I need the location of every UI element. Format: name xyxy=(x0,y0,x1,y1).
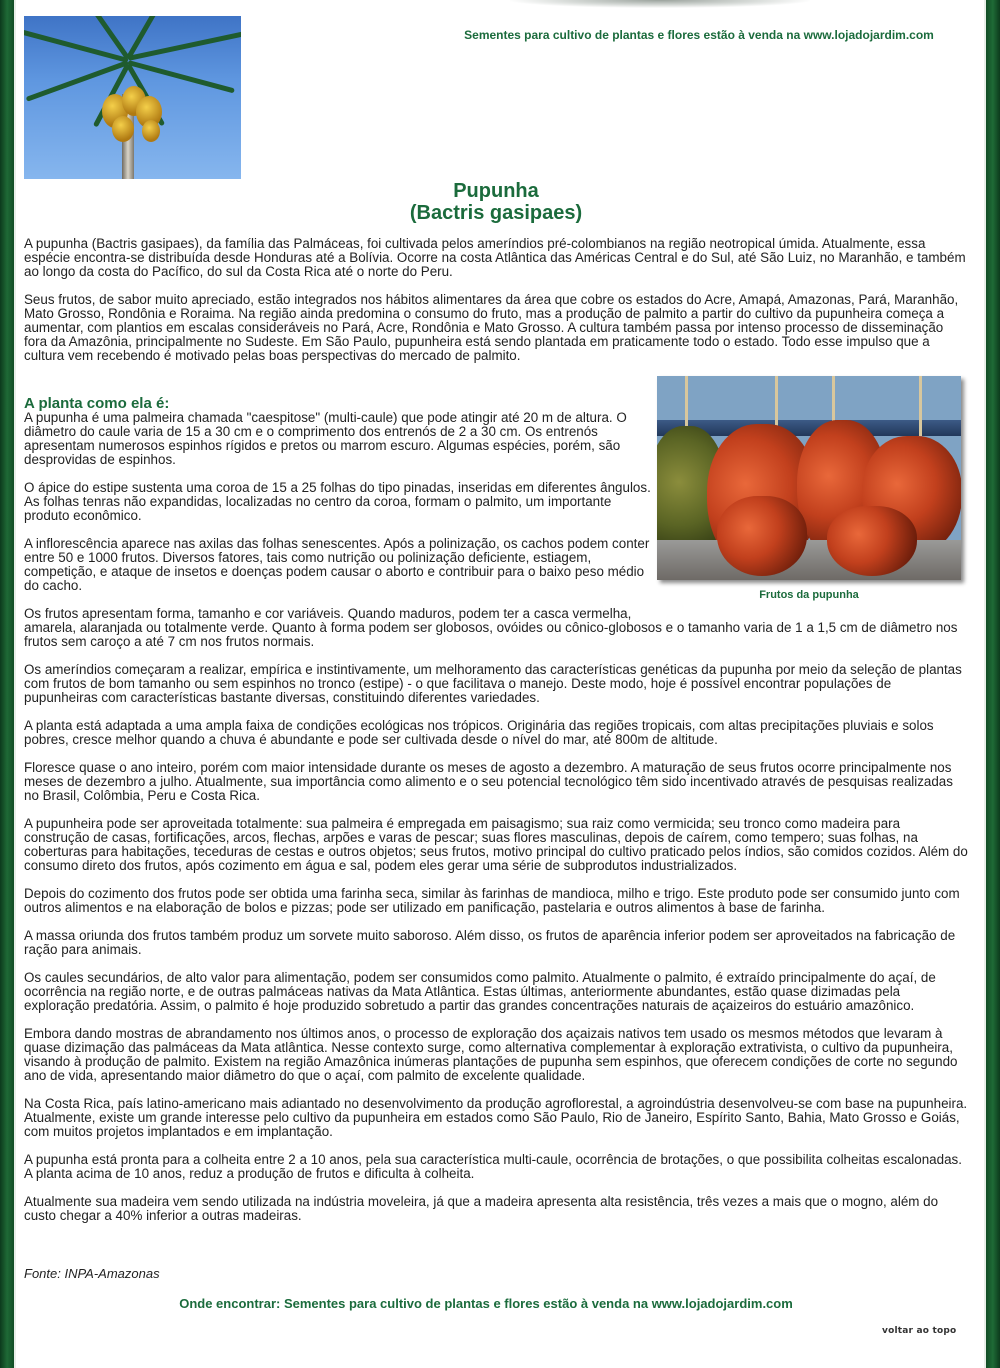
bottom-store-link[interactable]: Onde encontrar: Sementes para cultivo de plantas e flores estão à venda na www.lojadojardim.com xyxy=(179,1296,793,1311)
page-title xyxy=(24,180,968,224)
body-paragraph-6: A massa oriunda dos frutos também produz um sorvete muito saboroso. Além disso, os frutos de aparência inferior podem ser aproveitados na fabricação de ração para animais. xyxy=(24,928,956,957)
body-paragraph-1: Os ameríndios começaram a realizar, empírica e instintivamente, um melhoramento das características genéticas da pupunha por meio da seleção de plantas com frutos de bom tamanho ou sem espinhos no tronco (estipe) - o que facilitava o manejo. Deste modo, hoje é possível encontrar populações de pupunheiras com características bastante diversas, constituindo diferentes variedades. xyxy=(24,662,962,705)
intro-paragraph-1: A pupunha (Bactris gasipaes), da família das Palmáceas, foi cultivada pelos ameríndios pré-colombianos na região neotropical úmida. Atualmente, essa espécie encontra-se distribuída desde Honduras até a Bolívia. Ocorre na costa Atlântica das Américas Central e do Sul, até São Luiz, no Maranhão, e também ao longo da costa do Pacífico, do sul da Costa Rica até o norte do Peru. xyxy=(24,236,966,279)
palm-tree-photo xyxy=(24,16,241,179)
body-paragraph-11: Atualmente sua madeira vem sendo utilizada na indústria moveleira, já que a madeira apresenta alta resistência, três vezes a mais que o mogno, além do custo chegar a 40% inferior a outras madeiras. xyxy=(24,1194,939,1223)
left-border xyxy=(0,0,16,1368)
right-border xyxy=(984,0,1000,1368)
intro-paragraph-2: Seus frutos, de sabor muito apreciado, estão integrados nos hábitos alimentares da área que cobre os estados do Acre, Amapá, Amazonas, Pará, Maranhão, Mato Grosso, Rondônia e Roraima. Na região ainda predomina o consumo do fruto, mas a produção de palmito a partir do cultivo da pupunheira começa a aumentar, com plantios em escalas consideráveis no Pará, Acre, Rondônia e Mato Grosso. A cultura também passa por intenso processo de disseminação fora da Amazônia, principalmente no Sudeste. Em São Paulo, pupunheira está sendo plantada em praticamente todo o estado. Todo esse impulso que a cultura vem recebendo é motivado pelas boas perspectivas do mercado de palmito. xyxy=(24,292,959,363)
top-store-link[interactable]: Sementes para cultivo de plantas e flores estão à venda na www.lojadojardim.com xyxy=(464,28,934,42)
body-paragraph-8: Embora dando mostras de abrandamento nos últimos anos, o processo de exploração dos açaizais nativos tem usado os mesmos métodos que levaram à quase dizimação das palmáceas da Mata atlântica. Nesse contexto surge, como alternativa complementar à exploração extrativista, o cultivo da pupunheira, visando à produção de palmito. Existem na região Amazônica inúmeras plantações de pupunha sem espinhos, que oferecem condições de corte no segundo ano de vida, apresentando maior diâmetro do que o açaí, com palmito de excelente qualidade. xyxy=(24,1026,958,1083)
scientific-name: (Bactris gasipaes) xyxy=(409,202,583,224)
fruits-paragraph-rest: amarela, alaranjada ou totalmente verde. Quanto à forma podem ser globosos, ovóides ou cônico-globosos e o tamanho varia de 1 a 1,5 cm de diâmetro nos frutos sem caroço a até 7 cm nos frutos normais. xyxy=(24,620,958,649)
common-name: Pupunha xyxy=(453,180,539,202)
body-paragraph-5: Depois do cozimento dos frutos pode ser obtida uma farinha seca, similar às farinhas de mandioca, milho e trigo. Este produto pode ser consumido junto com outros alimentos e na elaboração de bolos e pizzas; pode ser utilizado em panificação, pastelaria e outros alimentos à base de farinha. xyxy=(24,886,960,915)
fruits-paragraph-first-line: Os frutos apresentam forma, tamanho e cor variáveis. Quando maduros, podem ter a casca vermelha, xyxy=(24,606,632,621)
body-paragraph-7: Os caules secundários, de alto valor para alimentação, podem ser consumidos como palmito. Atualmente o palmito, é extraído principalmente do açaí, de ocorrência na região norte, e de outras palmáceas nativas da Mata Atlântica. Estas últimas, anteriormente abundantes, estão quase dizimadas pela exploração predatória. Assim, o palmito é hoje produzido sobretudo a partir das grandes concentrações naturais de açaizeiros do estuário amazônico. xyxy=(24,970,936,1013)
fruit-photo xyxy=(657,376,961,580)
page-content xyxy=(24,0,968,1368)
body-paragraph-2: A planta está adaptada a uma ampla faixa de condições ecológicas nos trópicos. Originária das regiões tropicais, com altas precipitações pluviais e solos pobres, cresce melhor quando a chuva é abundante e pode ser cultivada desde o nível do mar, até 800m de altitude. xyxy=(24,718,934,747)
source-note: Fonte: INPA-Amazonas xyxy=(24,1266,160,1281)
section-heading: A planta como ela é: xyxy=(24,395,170,412)
body-paragraph-4: A pupunheira pode ser aproveitada totalmente: sua palmeira é empregada em paisagismo; sua raiz como vermicida; seu tronco como madeira para construção de casas, fortificações, arcos, flechas, arpões e varas de pescar; suas flores masculinas, depois de caírem, como tempero; suas folhas, na coberturas para habitações, teceduras de cestas e outros objetos; seus frutos, motivo principal do cultivo praticado pelos índios, são comidos cozidos. Além do consumo direto dos frutos, após cozimento em água e sal, podem eles gerar uma série de subprodutos industrializados. xyxy=(24,816,968,873)
body-paragraph-9: Na Costa Rica, país latino-americano mais adiantado no desenvolvimento da produção agroflorestal, a agroindústria desenvolveu-se com base na pupunheira. Atualmente, existe um grande interesse pelo cultivo da pupunheira em estados como São Paulo, Rio de Janeiro, Espírito Santo, Bahia, Mato Grosso e Goiás, com muitos projetos implantados e em implantação. xyxy=(24,1096,968,1139)
body-paragraph-3: Floresce quase o ano inteiro, porém com maior intensidade durante os meses de agosto a dezembro. A maturação de seus frutos ocorre principalmente nos meses de dezembro a julho. Atualmente, sua importância como alimento e o seu potencial tecnológico têm sido incentivado através de pesquisas realizadas no Brasil, Colômbia, Peru e Costa Rica. xyxy=(24,760,953,803)
plant-paragraph-1: A pupunha é uma palmeira chamada "caespitose" (multi-caule) que pode atingir até 20 m de altura. O diâmetro do caule varia de 15 a 30 cm e o comprimento dos entrenós de 2 a 30 cm. Os entrenós apresentam numerosos espinhos rígidos e pretos ou marrom escuro. Algumas espécies, porém, são desprovidas de espinhos. xyxy=(24,410,627,467)
body-paragraph-10: A pupunha está pronta para a colheita entre 2 a 10 anos, pela sua característica multi-caule, ocorrência de brotações, o que possibilita colheitas escalonadas. A planta acima de 10 anos, reduz a produção de frutos e dificulta à colheita. xyxy=(24,1152,962,1181)
back-to-top-link[interactable]: voltar ao topo xyxy=(882,1326,957,1336)
plant-paragraph-3: A inflorescência aparece nas axilas das folhas senescentes. Após a polinização, os cachos podem conter entre 50 e 1000 frutos. Diversos fatores, tais como nutrição ou polinização deficiente, estiagem, competição, e ataque de insetos e doenças podem causar o aborto e contribuir para o baixo peso médio do cacho. xyxy=(24,536,650,593)
plant-paragraph-2: O ápice do estipe sustenta uma coroa de 15 a 25 folhas do tipo pinadas, inseridas em diferentes ângulos. As folhas tenras não expandidas, localizadas no centro da coroa, formam o palmito, um importante produto econômico. xyxy=(24,480,651,523)
photo-caption: Frutos da pupunha xyxy=(759,589,859,601)
